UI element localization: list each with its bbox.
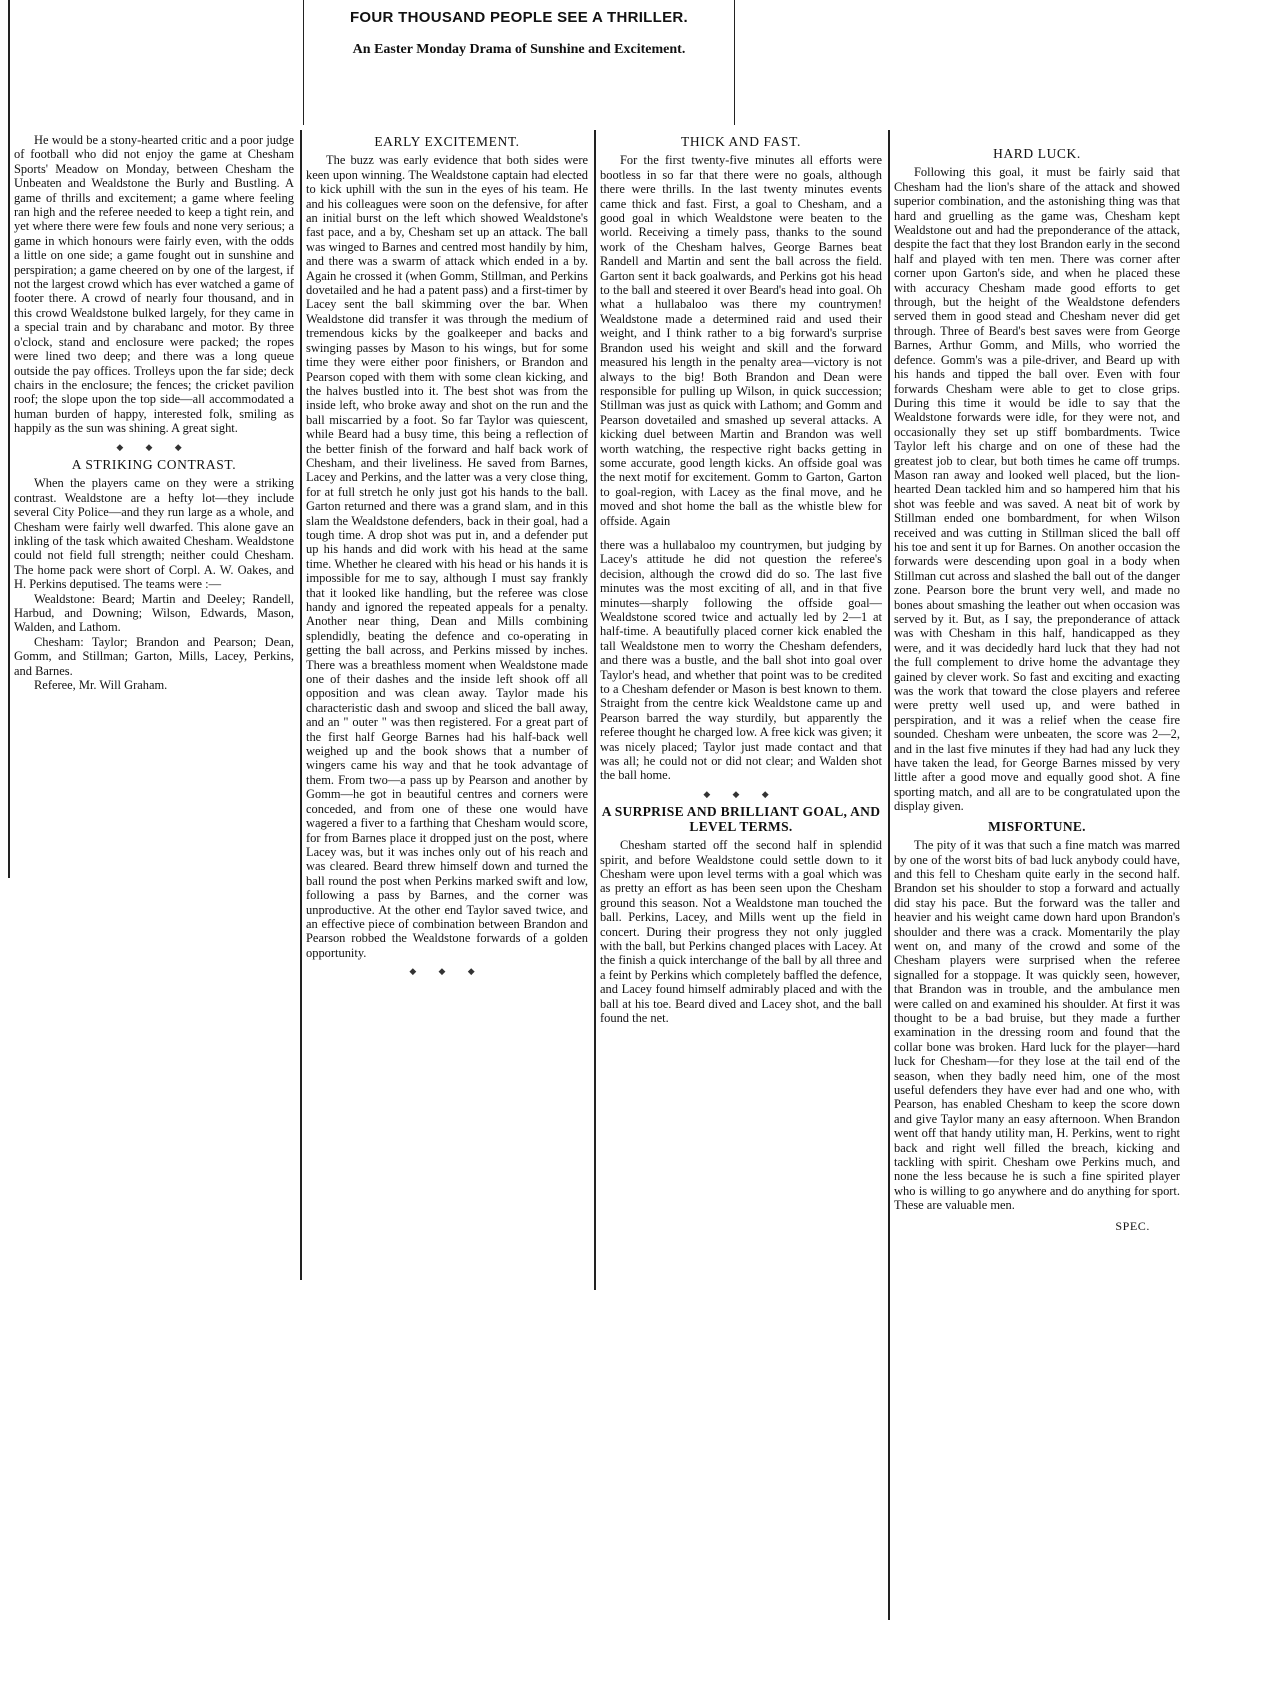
column-1 xyxy=(14,133,294,692)
author-signature: SPEC. xyxy=(1115,1218,1150,1233)
early-excitement-paragraph: The buzz was early evidence that both sides were keen upon winning. The Wealdstone captain had elected to kick uphill with the sun in the eyes of his team. He and his colleagues were soon on the defensive, for after an initial burst on the left which showed Wealdstone's fast pace, and a by, Chesham set up an attack. The ball was winged to Barnes and centred most handily by him, and there was a swarm of attack which ended in a by. Again he crossed it (when Gomm, Stillman, and Perkins dovetailed and he had a patent pass) and a first-timer by Lacey sent the ball skimming over the bar. When Wealdstone did transfer it was through the medium of tremendous kicks by the goalkeeper and backs and swinging passes by Mason to his wings, but for some time they were either poor finishers, or Brandon and Pearson coped with them with some clean kicking, and the halves bustled into it. The best shot was from the inside left, who broke away and shot on the run and the ball miscarried by a foot. So far Taylor was quiescent, while Beard had a busy time, this being a reflection of the better finish of the forward and half back work of Chesham, and their liveliness. He saved from Barnes, Lacey and Perkins, and the latter was a very close thing, for at full stretch he only just got his hands to the ball. Garton returned and there was a grand slam, and in this slam the Wealdstone defenders, back in their goal, had a tough time. A drop shot was put in, and a defender put up his hands and did work with his head at the same time. Whether he cleared with his head or his hands it is impossible for me to say, although I must say frankly that it looked like handling, but the referee was close handy and ignored the repeated appeals for a penalty. Another near thing, Dean and Mills combining splendidly, beating the defence and co-operating in getting the ball across, and Perkins missed by inches. There was a breathless moment when Wealdstone made one of their dashes and the inside left shook off all opposition and was clean away. Taylor made his characteristic dash and swoop and sliced the ball away, and an " outer " was then registered. For a great part of the first half George Barnes had his half-back well weighed up and the book shows that a number of wingers came his way and that he took advantage of them. From two—a pass up by Pearson and another by Gomm—he got in beautiful centres and corners were conceded, and from one of these one would have wagered a fiver to a farthing that Chesham would score, for from Barnes place it dropped just on the post, where Lacey was, but it was inches only out of his reach and was cleared. Beard threw himself down and turned the ball round the post when Perkins marked swift and low, following a pass by Barnes, and the corner was unproductive. At the other end Taylor saved twice, and an effective piece of combination between Brandon and Pearson robbed the Wealdstone forwards of a golden opportunity. xyxy=(306,153,588,960)
column-4 xyxy=(894,145,1180,1233)
referee-line: Referee, Mr. Will Graham. xyxy=(34,678,168,693)
thick-and-fast-paragraph: For the first twenty-five minutes all efforts were bootless in so far that there were no goals, although there were thrills. In the last twenty minutes events came thick and fast. First, a goal to Chesham, and a good goal in which Wealdstone were beaten to the world. Receiving a timely pass, thanks to the sound work of the Chesham halves, George Barnes beat Randell and Martin and sent the ball across the field. Garton sent it back goalwards, and Perkins got his head to the ball and steered it over Beard's head into goal. Oh what a hullabaloo was there my countrymen! Wealdstone made a determined raid and used their weight, and I think rather to a big forward's surprise Brandon used his weight and skill and the forward measured his length in the penalty area—victory is not always to the big! Both Brandon and Dean were responsible for pulling up Wilson, in quick succession; Stillman was just as quick with Lathom; and Gomm and Pearson dovetailed and smashed up several attacks. A kicking duel between Martin and Brandon was well worth watching, the respective right backs getting in some accurate, good length kicks. An offside goal was the next motif for excitement. Gomm to Garton, Garton to goal-region, with Lacey as the final move, and he moved and shot home the ball as the whistle blew for offside. Again xyxy=(600,153,882,528)
subheadline: An Easter Monday Drama of Sunshine and Excitement. xyxy=(352,42,686,57)
thick-and-fast-continued: there was a hullabaloo my countrymen, but judging by Lacey's attitude he did not question the referee's decision, although the crowd did do so. The last five minutes was the most exciting of all, and in that five minutes—sharply following the offside goal—Wealdstone scored twice and actually led by 2—1 at half-time. A beautifully placed corner kick enabled the tall Wealdstone men to worry the Chesham defenders, and there was a bustle, and the ball shot into goal over Taylor's head, and whether that point was to be credited to a Chesham defender or Mason is best known to them. Straight from the centre kick Wealdstone came up and Pearson barred the way sturdily, but apparently the referee thought he charged low. A free kick was given; it was nicely placed; Taylor just made contact and that was all; he could not or did not clear; and Walden shot the ball home. xyxy=(600,537,882,783)
masthead xyxy=(303,0,735,125)
column-3 xyxy=(600,133,882,1025)
column-rule-1 xyxy=(300,130,302,1280)
section-ornament: ◆ ◆ ◆ xyxy=(116,441,192,452)
hard-luck-paragraph: Following this goal, it must be fairly said that Chesham had the lion's share of the attack and showed superior combination, and the astonishing thing was that hard and gruelling as the game was, Chesham kept Wealdstone out and had the preponderance of the attack, despite the fact that they lost Brandon early in the second half and played with ten men. There was corner after corner upon Garton's side, and when he placed these with accuracy Chesham made good efforts to get through, but the height of the Wealdstone defenders served them in good stead and Chesham never did get through. Three of Beard's best saves were from George Barnes, Arthur Gomm, and Mills, who worried the defence. Gomm's was a pile-driver, and Beard up with his hands and tipped the ball over. Even with four forwards Chesham were able to get to close grips. During this time it would be idle to say that the Wealdstone forwards were idle, for they were not, and occasionally they set up stiff bombardments. Twice Taylor left his charge and on one of these had the greatest job to clear, but both times he came off trumps. Mason ran away and looked well placed, but the lion-hearted Dean tackled him and so hampered him that his shot was feeble and was saved. A neat bit of work by Stillman ended one bombardment, for when Wilson received and was cutting in Stillman sliced the ball off his toe and sent it up for Barnes. On another occasion the forwards were descending upon goal in a body when Stillman cut across and slashed the ball out of the danger zone. Pearson bore the brunt very well, and made no bones about smashing the leather out when occasion was served by it. But, as I say, the preponderance of attack was with Chesham in this half, handicapped as they were, and it was decidedly hard luck that they had not the full complement to drive home the advantage they gained by clever work. So fast and exciting and exacting was the work that toward the close players and referee were pretty well used up, and were bathed in perspiration, and it was a relief when the cease fire sounded. Chesham were unbeaten, the score was 2—2, and in the last five minutes if they had had any luck they have taken the lead, for George Barnes missed by very little after a good move and equally good shot. A fine sporting match, and all are to be congratulated upon the display given. xyxy=(894,165,1180,814)
section-heading-striking-contrast: A STRIKING CONTRAST. xyxy=(71,456,237,472)
misfortune-paragraph: The pity of it was that such a fine match was marred by one of the worst bits of bad luck anybody could have, and this fell to Chesham quite early in the second half. Brandon set his shoulder to stop a forward and actually did stay his pace. But the forward was the taller and heavier and his weight came down hard upon Brandon's shoulder and there was a crack. Momentarily the play went on, and many of the crowd and some of the Chesham players were surprised when the referee signalled for a stoppage. It was quickly seen, however, that Brandon was in trouble, and the ambulance men were called on and examined his shoulder. At first it was thought to be a bad bruise, but they made a further examination in the dressing room and found that the collar bone was broken. Hard luck for the player—hard luck for Chesham—for they lose at the tail end of the season, when they badly need him, one of the most useful defenders they have ever had and one who, with Pearson, has enabled Chesham to keep the score down and give Taylor many an easy afternoon. When Brandon went off that handy utility man, H. Perkins, went to right back and right well filled the breach, kicking and tackling with spirit. Chesham owe Perkins much, and none the less because he is such a fine spirited player who is willing to go anywhere and do anything for sport. These are valuable men. xyxy=(894,838,1180,1213)
section-heading-surprise-goal: A SURPRISE AND BRILLIANT GOAL, AND LEVEL TERMS. xyxy=(601,804,881,834)
section-ornament: ◆ ◆ ◆ xyxy=(703,788,779,799)
section-heading-hard-luck: HARD LUCK. xyxy=(993,146,1081,161)
section-heading-thick-and-fast: THICK AND FAST. xyxy=(681,134,801,149)
section-heading-misfortune: MISFORTUNE. xyxy=(988,818,1086,834)
contrast-paragraph: When the players came on they were a striking contrast. Wealdstone are a hefty lot—they include several City Police—and they run large as a whole, and Chesham were fairly well dwarfed. This alone gave an inkling of the task which awaited Chesham. Wealdstone could not field full strength; neither could Chesham. The home pack were short of Corpl. A. W. Oakes, and H. Perkins deputised. The teams were :— xyxy=(14,476,294,592)
column-rule-2 xyxy=(594,130,596,1290)
surprise-goal-paragraph: Chesham started off the second half in splendid spirit, and before Wealdstone could settle down to it Chesham were upon level terms with a goal which was as pretty an effort as has been seen upon the Chesham ground this season. Not a Wealdstone man touched the ball. Perkins, Lacey, and Mills went up the field in concert. During their progress they not only juggled with the ball, but Perkins changed places with Lacey. At the finish a quick interchange of the ball by all three and a feint by Perkins which completely baffled the defence, and Lacey found himself admirably placed and with the ball at his toe. Beard dived and Lacey shot, and the ball found the net. xyxy=(600,838,882,1025)
headline: FOUR THOUSAND PEOPLE SEE A THRILLER. xyxy=(349,9,689,26)
wealdstone-team: Wealdstone: Beard; Martin and Deeley; Randell, Harbud, and Downing; Wilson, Edwards, Mason, Walden, and Lathom. xyxy=(14,591,294,635)
chesham-team: Chesham: Taylor; Brandon and Pearson; Dean, Gomm, and Stillman; Garton, Mills, Lacey, Perkins, and Barnes. xyxy=(14,634,294,678)
section-ornament: ◆ ◆ ◆ xyxy=(409,966,485,977)
section-heading-early-excitement: EARLY EXCITEMENT. xyxy=(374,134,520,149)
column-rule-3 xyxy=(888,130,890,1620)
column-2 xyxy=(306,133,588,983)
intro-paragraph: He would be a stony-hearted critic and a poor judge of football who did not enjoy the game at Chesham Sports' Meadow on Monday, between Chesham the Unbeaten and Wealdstone the Burly and Bustling. A game of thrills and excitement; a game where feeling ran high and the referee needed to keep a tight rein, and yet where there were few fouls and none very serious; a game in which honours were fairly even, with the odds a little on one side; a game fought out in sunshine and perspiration; a game cheered on by one of the largest, if not the largest crowd which has ever watched a game of footer there. A crowd of nearly four thousand, and in this crowd Wealdstone bulked largely, for they came in a special train and by charabanc and motor. By three o'clock, stand and enclosure were packed; the ropes were lined two deep; and there was a long queue outside the pay offices. Trolleys upon the far side; deck chairs in the enclosure; the fences; the cricket pavilion roof; the slope upon the top side—all accommodated a human burden of happy, interested folk, smiling as happily as the sun was shining. A great sight. xyxy=(14,133,294,436)
column-rule-left-edge xyxy=(8,0,10,878)
